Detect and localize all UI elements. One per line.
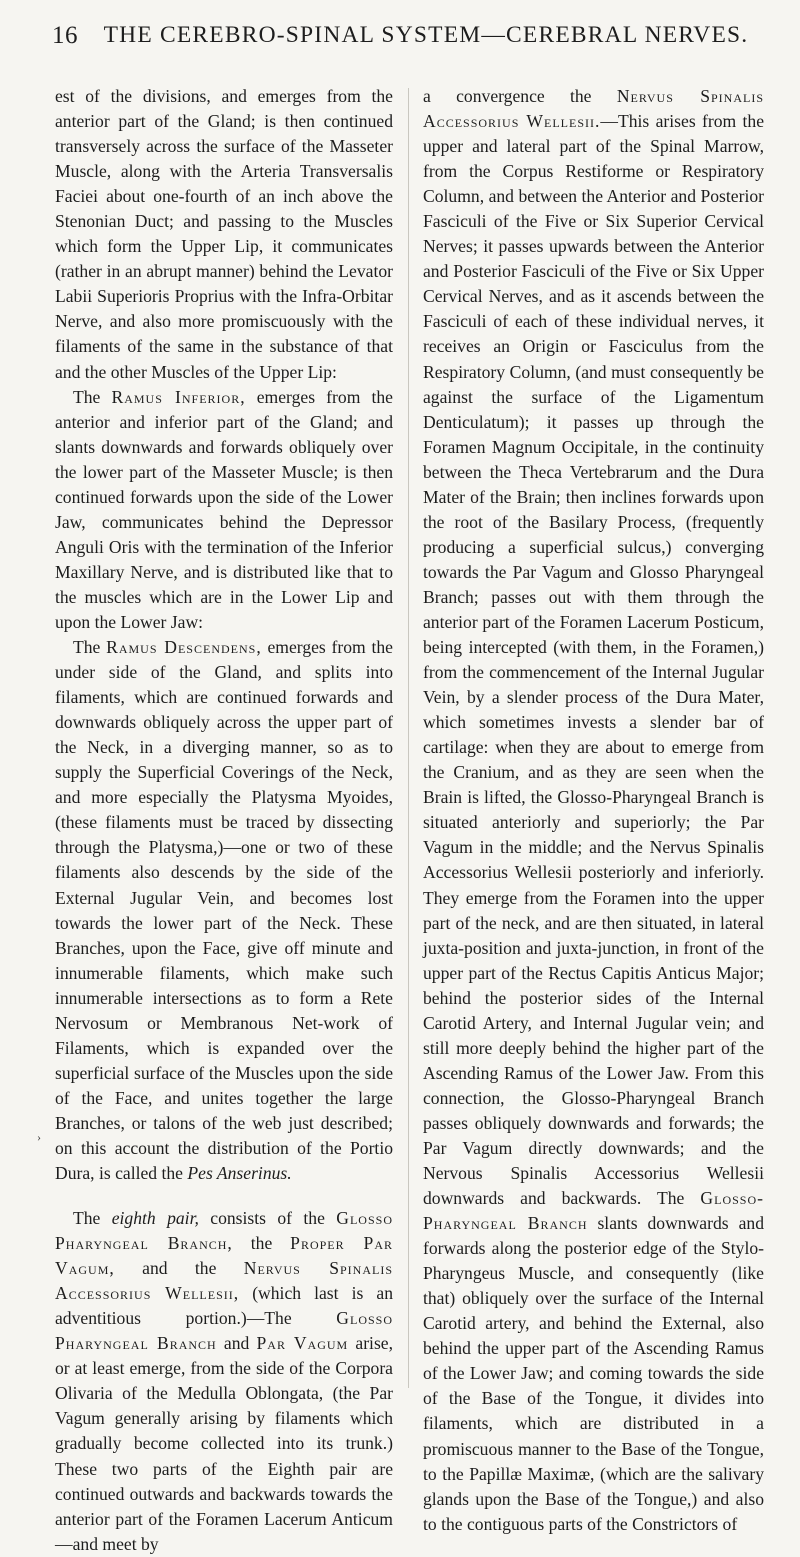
paragraph-spinal-accessory: a convergence the Nervus Spinalis Accessorius Wellesii.—This arises from the upper and lateral part of the Spinal Marrow, from the Corpus Restiforme or Respiratory Column, and between the Anterior and Posterior Fasciculi of the Five or Six Superior Cervical Nerves; it passes upwards between the Anterior and Posterior Fasciculi of the Five or Six Upper Cervical Nerves, and as it ascends between the Fasciculi of each of these individual nerves, it receives an Origin or Fasciculus from the Respiratory Column, (and must consequently be against the surface of the Ligamentum Denticulatum); it passes up through the Foramen Magnum Occipitale, in the continuity between the Theca Vertebrarum and the Dura Mater of the Brain; then inclines forwards upon the root of the Basilary Process, (frequently producing a superficial sulcus,) converging towards the Par Vagum and Glosso Pharyngeal Branch; passes out with them through the anterior part of the Foramen Lacerum Posticum, being intercepted (with them, in the Foramen,) from the commencement of the Internal Jugular Vein, by a slender process of the Dura Mater, which sometimes invests a slender bar of cartilage: when they are about to emerge from the Cranium, and as they are seen when the Brain is lifted, the Glosso-Pharyngeal Branch is situated anteriorly and superiorly; the Par Vagum in the middle; and the Nervus Spinalis Accessorius Wellesii posteriorly and inferiorly. They emerge from the Foramen into the upper part of the neck, and are then situated, in lateral juxta-position and juxta-junction, in front of the upper part of the Rectus Capitis Anticus Major; behind the posterior sides of the Internal Carotid Artery, and Internal Jugular vein; and still more deeply behind the higher part of the Ascending Ramus of the Lower Jaw. From this connection, the Glosso-Pharyngeal Branch passes obliquely downwards and forwards; the Par Vagum directly downwards; and the Nervous Spinalis Accessorius Wellesii downwards and backwards. The Glosso-Pharyngeal Branch slants downwards and forwards along the posterior edge of the Stylo-Pharyngeus Muscle, and consequently (like that) obliquely over the surface of the Internal Carotid artery, and behind the External, also behind the upper part of the Ascending Ramus of the Lower Jaw; and coming towards the side of the Base of the Tongue, it divides into filaments, which are distributed in a promiscuous manner to the Base of the Tongue, to the Papillæ Maximæ, (which are the salivary glands upon the Base of the Tongue,) and also to the contiguous parts of the Constrictors of: [423, 86, 765, 1534]
paragraph: est of the divisions, and emerges from the anterior part of the Gland; is then continued transversely across the surface of the Masseter Muscle, along with the Arteria Transversalis Faciei about one-fourth of an inch above the Stenonian Duct; and passing to the Muscles which form the Upper Lip, it communicates (rather in an abrupt manner) behind the Levator Labii Superioris Proprius with the Infra-Orbitar Nerve, and also more promiscuously with the filaments of the same in the substance of that and the other Muscles of the Upper Lip:: [55, 86, 393, 382]
paragraph-eighth-pair: The eighth pair, consists of the Glosso Pharyngeal Branch, the Proper Par Vagum, and the Nervus Spinalis Accessorius Wellesii, (which last is an adventitious portion.)—The Glosso Pharyngeal Branch and Par Vagum arise, or at least emerge, from the side of the Corpora Olivaria of the Medulla Oblongata, (the Par Vagum generally arising by filaments which gradually become collected into its trunk.) These two parts of the Eighth pair are continued outwards and backwards towards the anterior part of the Foramen Lacerum Anticum—and meet by: [55, 1208, 393, 1554]
paragraph-ramus-descendens: The Ramus Descendens, emerges from the under side of the Gland, and splits into filaments, which are continued forwards and downwards obliquely across the upper part of the Neck, in a diverging manner, so as to supply the Superficial Coverings of the Neck, and more especially the Platysma Myoides, (these filaments must be traced by dissecting through the Platysma,)—one or two of these filaments also descends by the side of the External Jugular Vein, and becomes lost towards the lower part of the Neck. These Branches, upon the Face, give off minute and innumerable filaments, which make such innumerable intersections as to form a Rete Nervosum or Membranous Net-work of Filaments, which is expanded over the superficial surface of the Muscles upon the side of the Face, and unites together the large Branches, or talons of the web just described; on this account the distribution of the Portio Dura, is called the Pes Anserinus.: [55, 637, 393, 1184]
left-column: [55, 84, 393, 1557]
margin-mark: ›: [37, 1130, 41, 1144]
page-number: 16: [52, 22, 78, 49]
column-divider: [408, 88, 409, 1388]
paragraph-ramus-inferior: The Ramus Inferior, emerges from the anterior and inferior part of the Gland; and slants downwards and forwards obliquely over the lower part of the Masseter Muscle; is then continued forwards upon the side of the Lower Jaw, communicates behind the Depressor Anguli Oris with the termination of the Inferior Maxillary Nerve, and is distributed like that to the muscles which are in the Lower Lip and upon the Lower Jaw:: [55, 386, 393, 632]
right-column: [423, 84, 764, 1537]
page-header: [52, 22, 770, 62]
running-title: THE CEREBRO-SPINAL SYSTEM—CEREBRAL NERVES.: [103, 22, 749, 48]
